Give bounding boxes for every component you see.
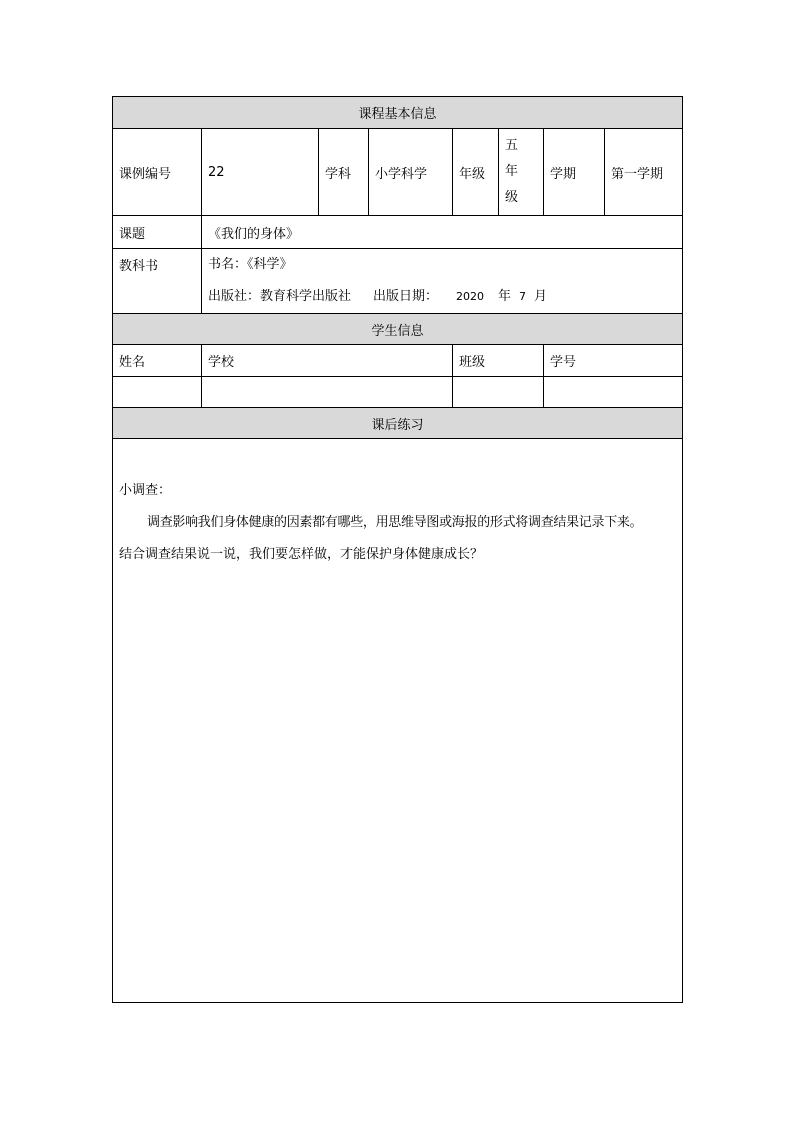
- name-field[interactable]: [113, 377, 202, 408]
- exercise-line-2: 结合调查结果说一说，我们要怎样做，才能保护身体健康成长？: [119, 547, 484, 562]
- pub-year: 2020: [456, 290, 485, 303]
- school-field[interactable]: [202, 377, 453, 408]
- name-label: 姓名: [113, 345, 202, 377]
- term-label: 学期: [544, 129, 605, 216]
- pub-date-label: 出版日期：: [373, 289, 439, 304]
- grade-label: 年级: [453, 129, 499, 216]
- school-label: 学校: [202, 345, 453, 377]
- student-values-row: [113, 377, 683, 408]
- class-field[interactable]: [453, 377, 544, 408]
- student-labels-row: [113, 345, 683, 377]
- id-label: 学号: [544, 345, 683, 377]
- topic-value: 《我们的身体》: [202, 216, 683, 249]
- class-label: 班级: [453, 345, 544, 377]
- grade-value: 五 年 级: [499, 129, 544, 216]
- worksheet-table: [112, 96, 683, 1003]
- exercise-line-1: 调查影响我们身体健康的因素都有哪些，用思维导图或海报的形式将调查结果记录下来。: [147, 515, 643, 530]
- course-meta-row: [113, 129, 683, 216]
- exercise-body: [113, 439, 683, 1003]
- term-value: 第一学期: [605, 129, 683, 216]
- pub-month: 7: [519, 290, 527, 303]
- exercise-title: 小调查：: [119, 483, 172, 498]
- student-info-header: 学生信息: [113, 314, 683, 345]
- subject-value: 小学科学: [369, 129, 453, 216]
- book-name: 书名：《科学》: [208, 257, 293, 272]
- exercise-body-row: [113, 439, 683, 1003]
- month-unit: 月: [534, 289, 548, 304]
- publisher: 出版社：教育科学出版社: [208, 289, 352, 304]
- publish-line: [208, 281, 676, 313]
- student-info-header-row: [113, 314, 683, 345]
- case-no-label: 课例编号: [113, 129, 202, 216]
- subject-label: 学科: [319, 129, 369, 216]
- textbook-row: [113, 249, 683, 314]
- case-no-value: 22: [202, 129, 319, 216]
- textbook-label: 教科书: [113, 249, 202, 314]
- topic-label: 课题: [113, 216, 202, 249]
- course-info-header: 课程基本信息: [113, 97, 683, 129]
- textbook-info: [202, 249, 683, 314]
- course-info-header-row: [113, 97, 683, 129]
- topic-row: [113, 216, 683, 249]
- course-worksheet: [112, 96, 682, 979]
- exercise-header-row: [113, 408, 683, 439]
- id-field[interactable]: [544, 377, 683, 408]
- exercise-header: 课后练习: [113, 408, 683, 439]
- year-unit: 年: [498, 289, 512, 304]
